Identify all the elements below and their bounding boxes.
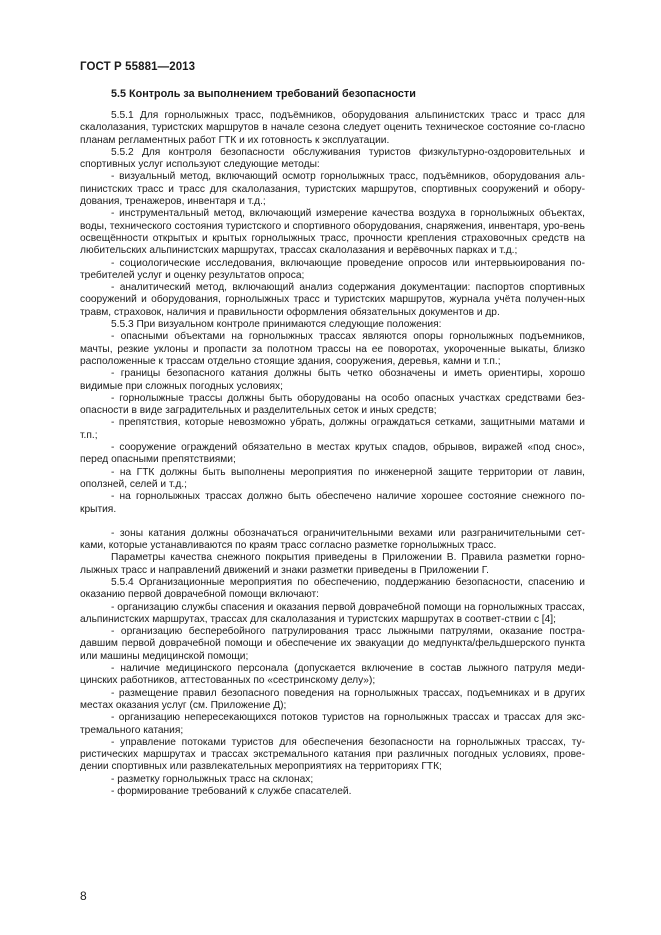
- list-item: - социологические исследования, включающие проведение опросов или интервьюирования по-требителей услуг и оценку результатов опроса;: [80, 257, 585, 281]
- section-title: 5.5 Контроль за выполнением требований безопасности: [111, 88, 416, 100]
- body-text: [80, 110, 585, 798]
- paragraph: 5.5.4 Организационные мероприятия по обеспечению, поддержанию безопасности, спасению и оказанию первой доврачебной помощи включают:: [80, 576, 585, 601]
- list-item: - аналитический метод, включающий анализ содержания документации: паспортов спортивных сооружений и оборудования, горнолыжных трасс и туристских маршрутов, журнала учёта получен-ных травм, страховок, наличия и правильности оформления обязательных документов и др.: [80, 282, 585, 318]
- list-item: - формирование требований к службе спасателей.: [111, 786, 352, 798]
- list-item: - организацию бесперебойного патрулирования трасс лыжными патрулями, оказание постра-давшим первой доврачебной помощи и обеспечение их эвакуации до медпункта/фельдшерского пункта или машины медицинской помощи;: [80, 626, 585, 662]
- list-item: - сооружение ограждений обязательно в местах крутых спадов, обрывов, виражей «под снос», перед опасными препятствиями;: [80, 442, 585, 466]
- list-item: - опасными объектами на горнолыжных трассах являются опоры горнолыжных подъемников, мачты, резкие уклоны и пропасти за полотном трассы на ее поворотах, укороченные выкаты, близко расположенные к трассам отдельно стоящие здания, сооружения, деревья, камни и т.п.;: [80, 331, 585, 367]
- page-number: 8: [80, 889, 87, 903]
- list-item: - горнолыжные трассы должны быть оборудованы на особо опасных участках средствами без-опасности в виде заградительных и разделительных сеток и иных средств;: [80, 392, 585, 417]
- paragraph: 5.5.2 Для контроля безопасности обслуживания туристов физкультурно-оздоровительных и спортивных услуг используют следующие методы:: [80, 146, 585, 171]
- list-item: - на горнолыжных трассах должно быть обеспечено наличие хорошее состояние снежного по-крытия.: [80, 491, 585, 515]
- list-item: - управление потоками туристов для обеспечения безопасности на горнолыжных трассах, ту-ристических маршрутах и трассах экстремального катания при различных погодных условиях, прове-дении спортивных или развлекательных мероприятиях на территориях ГТК;: [80, 736, 585, 773]
- list-item: - визуальный метод, включающий осмотр горнолыжных трасс, подъёмников, оборудования аль-пинистских трасс и трасс для скалолазания, туристских маршрутов, спортивных сооружений и обору-дования, тренажеров, инвентаря и т.д.;: [80, 171, 585, 208]
- paragraph: Параметры качества снежного покрытия приведены в Приложении В. Правила разметки горно-лыжных трасс и направлений движений и знаки разметки приведены в Приложении Г.: [80, 552, 585, 576]
- paragraph: 5.5.3 При визуальном контроле принимаются следующие положения:: [111, 319, 442, 331]
- list-item: - зоны катания должны обозначаться ограничительными вехами или разграничительными сет-ками, которые устанавливаются по краям трасс согласно разметке горнолыжных трасс.: [80, 527, 585, 552]
- list-item: - инструментальный метод, включающий измерение качества воздуха в горнолыжных объектах, воды, технического состояния туристского и спортивного оборудования, снаряжения, инвентаря, уро-вень освещённости открытых и крытых горнолыжных трасс, прочности крепления страховочных средств на любительских альпинистских маршрутах, трассах скалолазания и верёвочных парках и т.д.;: [80, 208, 585, 257]
- list-item: - наличие медицинского персонала (допускается включение в состав лыжного патруля меди-цинских работников, аттестованных по «сестринскому делу»);: [80, 663, 585, 687]
- list-item: - организацию службы спасения и оказания первой доврачебной помощи на горнолыжных трассах, альпинистских маршрутах, трассах для скалолазания и туристских маршрутах в соответ-ствии с [4];: [80, 601, 585, 625]
- list-item: - препятствия, которые невозможно убрать, должны ограждаться сетками, защитными матами и т.п.;: [80, 417, 585, 441]
- list-item: - размещение правил безопасного поведения на горнолыжных трассах, подъемниках и в других местах оказания услуг (см. Приложение Д);: [80, 687, 585, 711]
- list-item: - разметку горнолыжных трасс на склонах;: [111, 773, 314, 785]
- standard-header: ГОСТ Р 55881—2013: [80, 61, 196, 73]
- list-item: - организацию непересекающихся потоков туристов на горнолыжных трассах и трассах для экс-тремального катания;: [80, 712, 585, 736]
- paragraph: 5.5.1 Для горнолыжных трасс, подъёмников, оборудования альпинистских трасс и трасс для скалолазания, туристских маршрутов в начале сезона следует оценить техническое состояние со-гласно планам регламентных работ ГТК и их готовность к эксплуатации.: [80, 110, 585, 146]
- list-item: - границы безопасного катания должны быть четко обозначены и иметь ориентиры, хорошо видимые при сложных погодных условиях;: [80, 368, 585, 392]
- list-item: - на ГТК должны быть выполнены мероприятия по инженерной защите территории от лавин, оползней, селей и т.д.;: [80, 466, 585, 490]
